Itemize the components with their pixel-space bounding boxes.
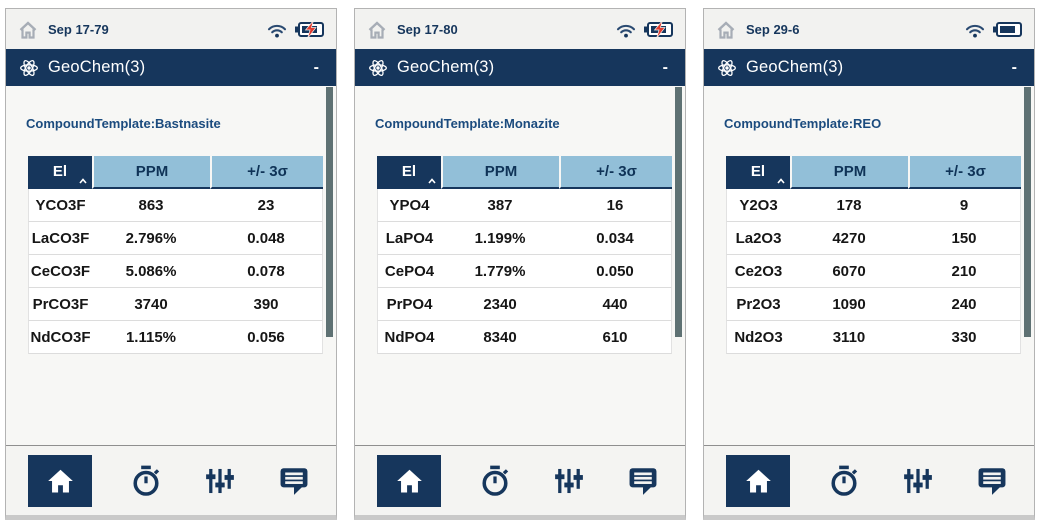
stopwatch-icon bbox=[129, 464, 163, 498]
title-bar bbox=[355, 49, 685, 86]
table-row[interactable]: NdCO3F 1.115% 0.056 bbox=[28, 321, 323, 354]
compound-template-label: CompoundTemplate:REO bbox=[724, 116, 882, 131]
results-area bbox=[704, 86, 1034, 445]
nav-notes-button[interactable] bbox=[274, 458, 314, 504]
title-dash: - bbox=[313, 58, 319, 76]
header-sigma[interactable]: +/- 3σ bbox=[559, 156, 672, 189]
scrollbar-thumb[interactable] bbox=[675, 87, 682, 337]
title-dash: - bbox=[1011, 58, 1017, 76]
table-row[interactable]: Y2O3 178 9 bbox=[726, 189, 1021, 222]
nav-notes-button[interactable] bbox=[623, 458, 663, 504]
app-title: GeoChem(3) bbox=[397, 58, 495, 76]
sort-caret-icon bbox=[777, 178, 785, 184]
atom-icon bbox=[19, 58, 39, 78]
compound-template-label: CompoundTemplate:Bastnasite bbox=[26, 116, 221, 131]
sort-caret-icon bbox=[79, 178, 87, 184]
sliders-icon bbox=[901, 464, 935, 498]
home-icon bbox=[46, 467, 75, 495]
nav-test-timer-button[interactable] bbox=[475, 458, 515, 504]
home-outline-icon bbox=[18, 20, 38, 39]
table-row[interactable]: YPO4 387 16 bbox=[377, 189, 672, 222]
title-dash: - bbox=[662, 58, 668, 76]
chat-icon bbox=[626, 464, 660, 498]
header-sigma[interactable]: +/- 3σ bbox=[908, 156, 1021, 189]
atom-icon bbox=[368, 58, 388, 78]
nav-test-timer-button[interactable] bbox=[824, 458, 864, 504]
results-area bbox=[355, 86, 685, 445]
battery-icon bbox=[295, 22, 324, 37]
results-table bbox=[726, 156, 1021, 354]
nav-settings-button[interactable] bbox=[200, 458, 240, 504]
nav-home-button[interactable] bbox=[377, 455, 441, 507]
status-date: Sep 17-80 bbox=[397, 21, 458, 37]
battery-icon bbox=[993, 22, 1022, 37]
bottom-nav bbox=[6, 445, 336, 515]
status-date: Sep 29-6 bbox=[746, 21, 800, 37]
wifi-icon bbox=[965, 21, 985, 38]
header-el[interactable]: El bbox=[28, 156, 92, 189]
home-icon bbox=[395, 467, 424, 495]
nav-home-button[interactable] bbox=[726, 455, 790, 507]
home-outline-icon bbox=[367, 20, 387, 39]
scrollbar-thumb[interactable] bbox=[1024, 87, 1031, 337]
wifi-icon bbox=[616, 21, 636, 38]
results-table bbox=[28, 156, 323, 354]
scrollbar-thumb[interactable] bbox=[326, 87, 333, 337]
sort-caret-icon bbox=[428, 178, 436, 184]
table-row[interactable]: YCO3F 863 23 bbox=[28, 189, 323, 222]
header-ppm[interactable]: PPM bbox=[441, 156, 559, 189]
app-title: GeoChem(3) bbox=[48, 58, 146, 76]
header-ppm[interactable]: PPM bbox=[790, 156, 908, 189]
results-area bbox=[6, 86, 336, 445]
nav-notes-button[interactable] bbox=[972, 458, 1012, 504]
home-icon bbox=[744, 467, 773, 495]
nav-test-timer-button[interactable] bbox=[126, 458, 166, 504]
table-header-row bbox=[726, 156, 1021, 189]
status-bar bbox=[704, 9, 1034, 49]
table-row[interactable]: PrPO4 2340 440 bbox=[377, 288, 672, 321]
sliders-icon bbox=[203, 464, 237, 498]
bottom-nav bbox=[704, 445, 1034, 515]
status-bar bbox=[6, 9, 336, 49]
title-bar bbox=[6, 49, 336, 86]
table-row[interactable]: La2O3 4270 150 bbox=[726, 222, 1021, 255]
status-date: Sep 17-79 bbox=[48, 21, 109, 37]
table-row[interactable]: NdPO4 8340 610 bbox=[377, 321, 672, 354]
table-row[interactable]: Nd2O3 3110 330 bbox=[726, 321, 1021, 354]
status-bar bbox=[355, 9, 685, 49]
compound-template-label: CompoundTemplate:Monazite bbox=[375, 116, 560, 131]
stopwatch-icon bbox=[478, 464, 512, 498]
bottom-nav bbox=[355, 445, 685, 515]
title-bar bbox=[704, 49, 1034, 86]
header-ppm[interactable]: PPM bbox=[92, 156, 210, 189]
table-row[interactable]: PrCO3F 3740 390 bbox=[28, 288, 323, 321]
battery-icon bbox=[644, 22, 673, 37]
app-title: GeoChem(3) bbox=[746, 58, 844, 76]
atom-icon bbox=[717, 58, 737, 78]
table-row[interactable]: CeCO3F 5.086% 0.078 bbox=[28, 255, 323, 288]
header-el[interactable]: El bbox=[377, 156, 441, 189]
analyzer-screen-1 bbox=[5, 8, 337, 520]
wifi-icon bbox=[267, 21, 287, 38]
table-header-row bbox=[28, 156, 323, 189]
nav-settings-button[interactable] bbox=[898, 458, 938, 504]
chat-icon bbox=[277, 464, 311, 498]
header-sigma[interactable]: +/- 3σ bbox=[210, 156, 323, 189]
chat-icon bbox=[975, 464, 1009, 498]
results-table bbox=[377, 156, 672, 354]
stopwatch-icon bbox=[827, 464, 861, 498]
table-row[interactable]: LaCO3F 2.796% 0.048 bbox=[28, 222, 323, 255]
table-row[interactable]: LaPO4 1.199% 0.034 bbox=[377, 222, 672, 255]
table-header-row bbox=[377, 156, 672, 189]
home-outline-icon bbox=[716, 20, 736, 39]
nav-settings-button[interactable] bbox=[549, 458, 589, 504]
table-row[interactable]: Pr2O3 1090 240 bbox=[726, 288, 1021, 321]
sliders-icon bbox=[552, 464, 586, 498]
header-el[interactable]: El bbox=[726, 156, 790, 189]
table-row[interactable]: Ce2O3 6070 210 bbox=[726, 255, 1021, 288]
analyzer-screen-2 bbox=[354, 8, 686, 520]
table-row[interactable]: CePO4 1.779% 0.050 bbox=[377, 255, 672, 288]
analyzer-screen-3 bbox=[703, 8, 1035, 520]
nav-home-button[interactable] bbox=[28, 455, 92, 507]
